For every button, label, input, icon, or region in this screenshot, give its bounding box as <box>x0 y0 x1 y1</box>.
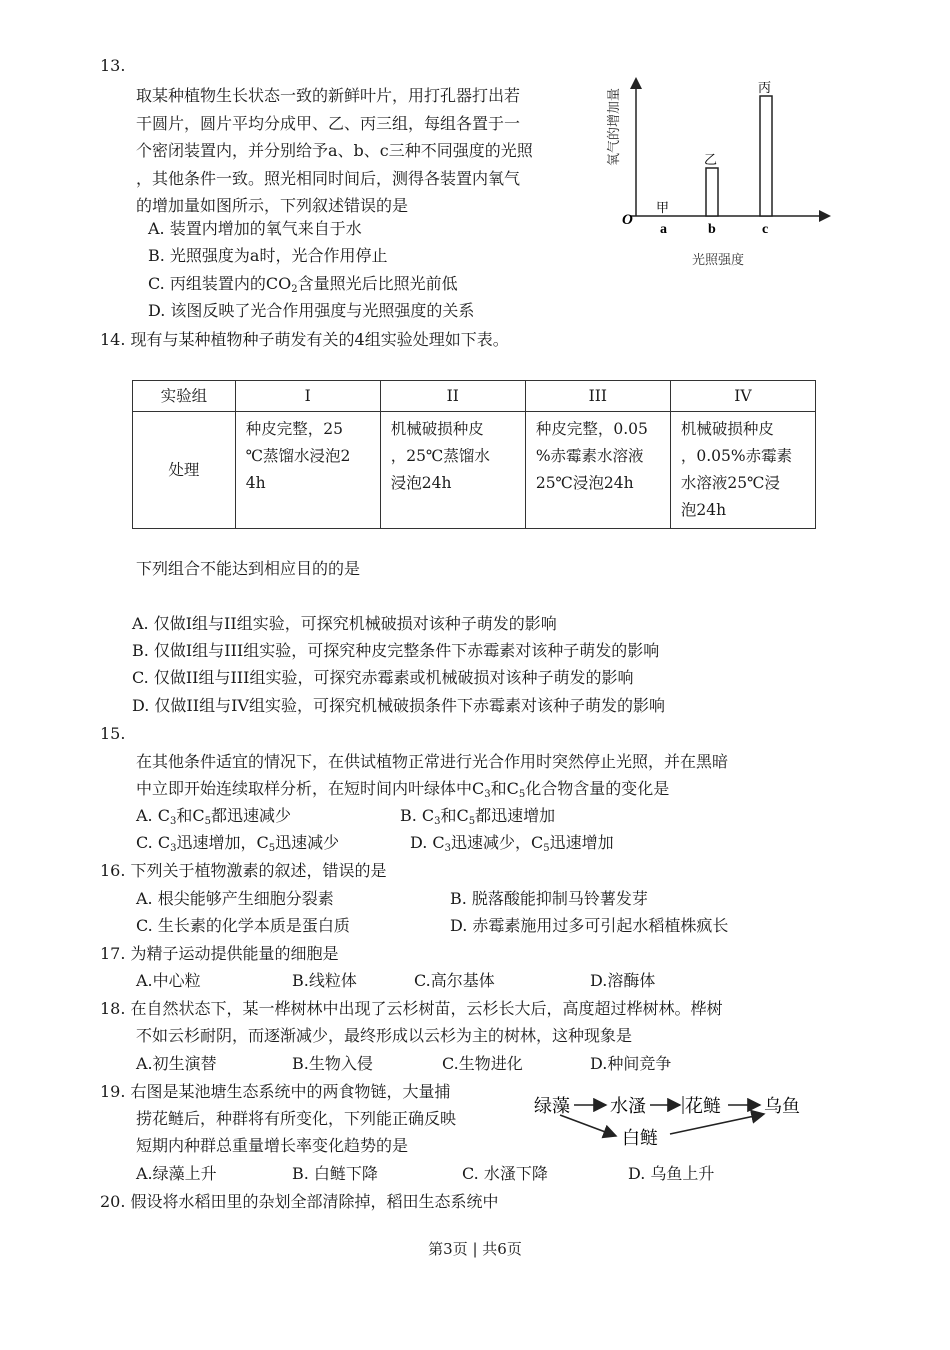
table-header: III <box>525 381 670 412</box>
q13-line: ，其他条件一致。照光相同时间后，测得各装置内氧气 <box>136 168 521 188</box>
q19-option-c: C. 水溞下降 <box>462 1164 548 1183</box>
table-header: 实验组 <box>133 381 236 412</box>
table-row-label: 处理 <box>133 412 236 529</box>
page-footer: 第3页 | 共6页 <box>428 1240 522 1258</box>
table-header: IV <box>670 381 815 412</box>
bar-label-b: 乙 <box>704 153 718 168</box>
tick-label-a: a <box>660 222 667 237</box>
arrow-algae-silver <box>560 1115 616 1136</box>
node-green-algae: 绿藻 <box>534 1096 570 1117</box>
q18-option-d: D.种间竞争 <box>590 1054 672 1073</box>
q19-option-a: A.绿藻上升 <box>136 1164 217 1183</box>
q16-option-c: C. 生长素的化学本质是蛋白质 <box>136 916 350 935</box>
q13-option-c: C. 丙组装置内的$CO_2$含量照光后比照光前低 <box>148 274 458 295</box>
q15-line2: 中立即开始连续取样分析，在短时间内叶绿体中$C_3$和$C_5$化合物含量的变化是 <box>136 779 670 800</box>
q17-option-d: D.溶酶体 <box>590 971 656 990</box>
q16-stem: 16. 下列关于植物激素的叙述，错误的是 <box>100 861 387 880</box>
node-silver-carp: 白鲢 <box>622 1128 658 1149</box>
q14-option-d: D. 仅做II组与IV组实验，可探究机械破损条件下赤霉素对该种子萌发的影响 <box>132 696 665 715</box>
q15-line1: 在其他条件适宜的情况下，在供试植物正常进行光合作用时突然停止光照，并在黑暗 <box>136 752 729 771</box>
q16-option-a: A. 根尖能够产生细胞分裂素 <box>136 889 334 908</box>
bar-c <box>760 96 772 216</box>
table-cell: 种皮完整，0.05 %赤霉素水溶液 25℃浸泡24h <box>525 412 670 529</box>
q14-option-c: C. 仅做II组与III组实验，可探究赤霉素或机械破损对该种子萌发的影响 <box>132 668 634 687</box>
q14-option-b: B. 仅做I组与III组实验，可探究种皮完整条件下赤霉素对该种子萌发的影响 <box>132 641 660 660</box>
bar-label-c: 丙 <box>758 81 772 96</box>
origin-label: O <box>622 212 633 228</box>
node-bighead-carp: 花鲢 <box>685 1096 721 1117</box>
node-snakehead: 乌鱼 <box>764 1096 800 1117</box>
q14-stem: 14. 现有与某种植物种子萌发有关的4组实验处理如下表。 <box>100 330 509 349</box>
arrow-silver-snakehead <box>670 1114 764 1134</box>
q15-option-a: A. $C_3$和$C_5$都迅速减少 <box>136 806 291 827</box>
q13-line: 个密闭装置内，并分别给予a、b、c三种不同强度的光照 <box>136 141 533 160</box>
table-cell: 机械破损种皮 ，0.05%赤霉素 水溶液25℃浸 泡24h <box>670 412 815 529</box>
table-header: I <box>235 381 380 412</box>
experiment-table <box>132 380 816 529</box>
q18-option-a: A.初生演替 <box>136 1054 217 1073</box>
q15-option-d: D. $C_3$迅速减少，$C_5$迅速增加 <box>410 833 614 854</box>
q17-option-b: B.线粒体 <box>292 971 357 990</box>
tick-label-b: b <box>708 222 716 237</box>
food-web-diagram <box>530 1088 820 1150</box>
q13-option-a: A. 装置内增加的氧气来自于水 <box>148 219 362 238</box>
q13-line: 干圆片，圆片平均分成甲、乙、丙三组，每组各置于一 <box>136 113 521 133</box>
q19-option-d: D. 乌鱼上升 <box>628 1164 715 1183</box>
q14-option-a: A. 仅做I组与II组实验，可探究机械破损对该种子萌发的影响 <box>132 614 557 633</box>
q16-option-d: D. 赤霉素施用过多可引起水稻植株疯长 <box>450 916 729 935</box>
table-cell: 种皮完整，25 ℃蒸馏水浸泡2 4h <box>235 412 380 529</box>
q18-line2: 不如云杉耐阴，而逐渐减少，最终形成以云杉为主的树林，这种现象是 <box>136 1026 633 1045</box>
q18-line1: 18. 在自然状态下，某一桦树林中出现了云杉树苗，云杉长大后，高度超过桦树林。桦树 <box>100 999 723 1018</box>
x-axis-label: 光照强度 <box>692 253 745 268</box>
q17-option-c: C.高尔基体 <box>414 971 495 990</box>
y-axis-label: 氧气的增加量 <box>607 87 622 166</box>
bar-label-a: 甲 <box>656 201 670 216</box>
table-cell: 机械破损种皮 ，25℃蒸馏水 浸泡24h <box>380 412 525 529</box>
q15-number: 15. <box>100 724 126 743</box>
node-daphnia: 水溞 <box>610 1096 646 1117</box>
bar-b <box>706 168 718 216</box>
q13-number: 13. <box>100 56 126 75</box>
q13-option-d: D. 该图反映了光合作用强度与光照强度的关系 <box>148 301 475 320</box>
oxygen-bar-chart <box>600 76 840 276</box>
q17-option-a: A.中心粒 <box>136 971 201 990</box>
q18-option-b: B.生物入侵 <box>292 1054 373 1073</box>
q13-line: 取某种植物生长状态一致的新鲜叶片，用打孔器打出若 <box>136 86 521 105</box>
q16-option-b: B. 脱落酸能抑制马铃薯发芽 <box>450 889 648 908</box>
q13-line: 的增加量如图所示，下列叙述错误的是 <box>136 196 409 215</box>
q19-line3: 短期内种群总重量增长率变化趋势的是 <box>136 1136 409 1155</box>
q19-option-b: B. 白鲢下降 <box>292 1164 378 1183</box>
q14-prompt: 下列组合不能达到相应目的的是 <box>136 559 361 578</box>
q17-stem: 17. 为精子运动提供能量的细胞是 <box>100 944 339 963</box>
tick-label-c: c <box>762 222 769 237</box>
q18-option-c: C.生物进化 <box>442 1054 523 1073</box>
q13-option-b: B. 光照强度为a时，光合作用停止 <box>148 246 388 265</box>
q13-stem <box>136 82 591 220</box>
q15-option-b: B. $C_3$和$C_5$都迅速增加 <box>400 806 556 827</box>
q19-line2: 捞花鲢后，种群将有所变化，下列能正确反映 <box>136 1109 457 1128</box>
q20-stem: 20. 假设将水稻田里的杂划全部清除掉，稻田生态系统中 <box>100 1192 499 1211</box>
q19-line1: 19. 右图是某池塘生态系统中的两食物链，大量捕 <box>100 1082 451 1101</box>
table-header: II <box>380 381 525 412</box>
q15-option-c: C. $C_3$迅速增加，$C_5$迅速减少 <box>136 833 340 854</box>
